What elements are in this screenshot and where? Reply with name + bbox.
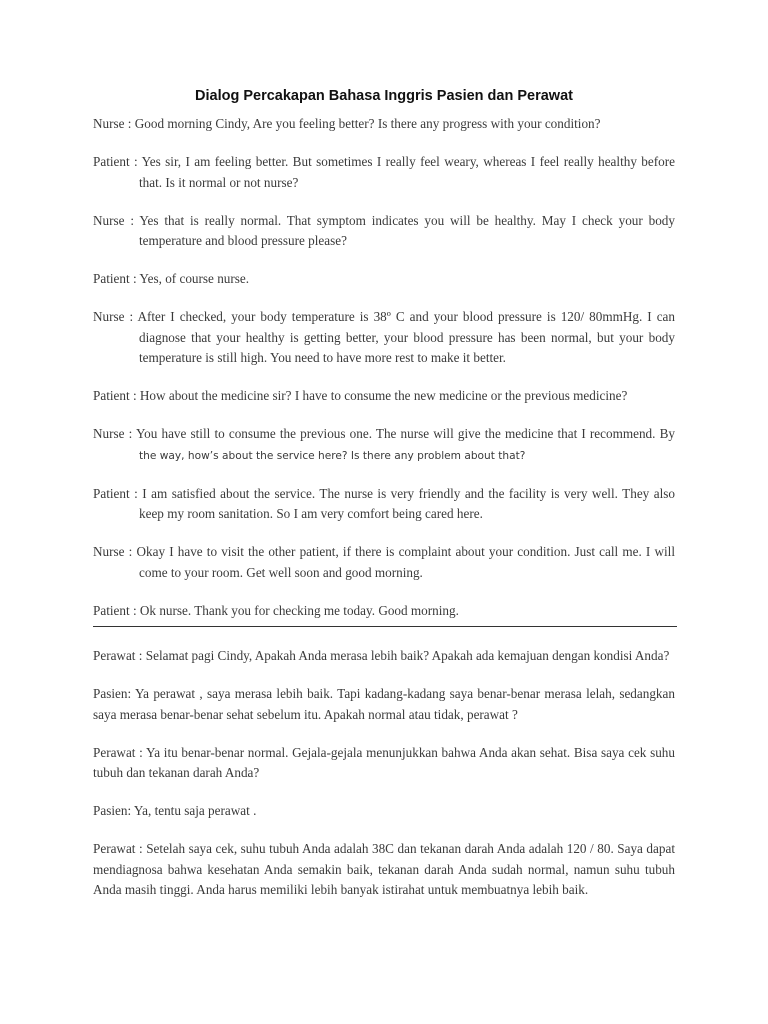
dialog-text: Yes, of course nurse. — [139, 271, 250, 286]
dialog-line: Patient : Yes sir, I am feeling better. But sometimes I really feel weary, whereas I feel really healthy before that. Is it normal or not nurse? — [93, 154, 675, 190]
dialog-line: Patient : How about the medicine sir? I have to consume the new medicine or the previous medicine? — [93, 388, 628, 403]
speaker-label: Pasien — [93, 803, 128, 818]
dialog-line: Patient : Ok nurse. Thank you for checking me today. Good morning. — [93, 602, 459, 618]
document-page — [93, 86, 675, 918]
dialog-text: Setelah saya cek, suhu tubuh Anda adalah 38C dan tekanan darah Anda adalah 120 / 80. Saya dapat mendiagnosa bahwa kesehatan Anda semakin baik, tekanan darah Anda sudah normal, namun suhu tubuh Anda masih tinggi. Anda harus memiliki lebih banyak istirahat untuk membuatnya lebih baik. — [93, 841, 675, 897]
dialog-line: Nurse : You have still to consume the previous one. The nurse will give the medicine that I recommend. By the way, how’s about the service here? Is there any problem about that? — [93, 426, 675, 462]
dialog-text: Ya perawat , saya merasa lebih baik. Tapi kadang-kadang saya benar-benar merasa lelah, sedangkan saya merasa benar-benar sehat sebelum itu. Apakah normal atau tidak, perawat ? — [93, 686, 675, 722]
dialog-text-alt-font: the way, how’s about the service here? Is there any problem about that? — [139, 449, 526, 462]
indonesian-dialog — [93, 646, 675, 901]
speaker-label: Perawat — [93, 648, 136, 663]
speaker-label: Perawat — [93, 841, 136, 856]
dialog-text: Yes sir, I am feeling better. But sometimes I really feel weary, whereas I feel really healthy before that. Is it normal or not nurse? — [139, 154, 675, 190]
dialog-line: Nurse : Good morning Cindy, Are you feeling better? Is there any progress with your condition? — [93, 116, 601, 131]
dialog-text: Good morning Cindy, Are you feeling better? Is there any progress with your condition? — [134, 116, 601, 131]
speaker-label: Patient — [93, 271, 130, 286]
dialog-line: Perawat : Ya itu benar-benar normal. Gejala-gejala menunjukkan bahwa Anda akan sehat. Bisa saya cek suhu tubuh dan tekanan darah Anda? — [93, 744, 675, 780]
english-dialog — [93, 114, 675, 621]
speaker-label: Patient — [93, 602, 130, 618]
speaker-label: Patient — [93, 388, 130, 403]
speaker-label: Patient — [93, 154, 130, 169]
speaker-label: Nurse — [93, 426, 125, 441]
dialog-line: Nurse : Okay I have to visit the other patient, if there is complaint about your condition. Just call me. I will come to your room. Get well soon and good morning. — [93, 544, 675, 580]
speaker-label: Patient — [93, 485, 130, 501]
dialog-line: Perawat : Selamat pagi Cindy, Apakah Anda merasa lebih baik? Apakah ada kemajuan dengan kondisi Anda? — [93, 648, 670, 663]
speaker-label: Perawat — [93, 744, 136, 760]
dialog-text: I am satisfied about the service. The nurse is very friendly and the facility is very well. They also keep my room sanitation. So I am very comfort being cared here. — [139, 485, 675, 521]
section-divider — [93, 626, 677, 627]
dialog-text: You have still to consume the previous one. The nurse will give the medicine that I recommend. By — [135, 426, 675, 441]
dialog-line: Pasien: Ya, tentu saja perawat . — [93, 803, 257, 818]
speaker-label: Pasien — [93, 686, 128, 701]
speaker-label: Nurse — [93, 116, 125, 131]
dialog-text: Ya, tentu saja perawat . — [133, 803, 257, 818]
dialog-text: Yes that is really normal. That symptom indicates you will be healthy. May I check your body temperature and blood pressure please? — [139, 212, 675, 248]
dialog-line: Patient : I am satisfied about the service. The nurse is very friendly and the facility is very well. They also keep my room sanitation. So I am very comfort being cared here. — [93, 485, 675, 521]
dialog-text: Okay I have to visit the other patient, if there is complaint about your condition. Just call me. I will come to your room. Get well soon and good morning. — [136, 544, 675, 580]
speaker-label: Nurse — [93, 212, 125, 228]
document-title: Dialog Percakapan Bahasa Inggris Pasien dan Perawat — [195, 88, 573, 104]
dialog-line: Pasien: Ya perawat , saya merasa lebih baik. Tapi kadang-kadang saya benar-benar merasa lelah, sedangkan saya merasa benar-benar sehat sebelum itu. Apakah normal atau tidak, perawat ? — [93, 686, 675, 722]
dialog-text: Ok nurse. Thank you for checking me today. Good morning. — [139, 602, 459, 618]
dialog-line: Perawat : Setelah saya cek, suhu tubuh Anda adalah 38C dan tekanan darah Anda adalah 120 / 80. Saya dapat mendiagnosa bahwa kesehatan Anda semakin baik, tekanan darah Anda sudah normal, namun suhu tubuh Anda masih tinggi. Anda harus memiliki lebih banyak istirahat untuk membuatnya lebih baik. — [93, 841, 675, 897]
dialog-line: Patient : Yes, of course nurse. — [93, 271, 250, 286]
dialog-text: After I checked, your body temperature is 38º C and your blood pressure is 120/ 80mmHg. I can diagnose that your healthy is getting better, your blood pressure has been normal, but your body temperature is still high. You need to have more rest to make it better. — [137, 309, 675, 365]
dialog-line: Nurse : Yes that is really normal. That symptom indicates you will be healthy. May I check your body temperature and blood pressure please? — [93, 212, 675, 248]
speaker-label: Nurse — [93, 309, 125, 324]
dialog-text: How about the medicine sir? I have to consume the new medicine or the previous medicine? — [139, 388, 628, 403]
dialog-text: Ya itu benar-benar normal. Gejala-gejala menunjukkan bahwa Anda akan sehat. Bisa saya cek suhu tubuh dan tekanan darah Anda? — [93, 744, 675, 780]
dialog-text: Selamat pagi Cindy, Apakah Anda merasa lebih baik? Apakah ada kemajuan dengan kondisi Anda? — [145, 648, 670, 663]
speaker-label: Nurse — [93, 544, 125, 559]
dialog-line: Nurse : After I checked, your body temperature is 38º C and your blood pressure is 120/ 80mmHg. I can diagnose that your healthy is getting better, your blood pressure has been normal, but your body temperature is still high. You need to have more rest to make it better. — [93, 309, 675, 365]
